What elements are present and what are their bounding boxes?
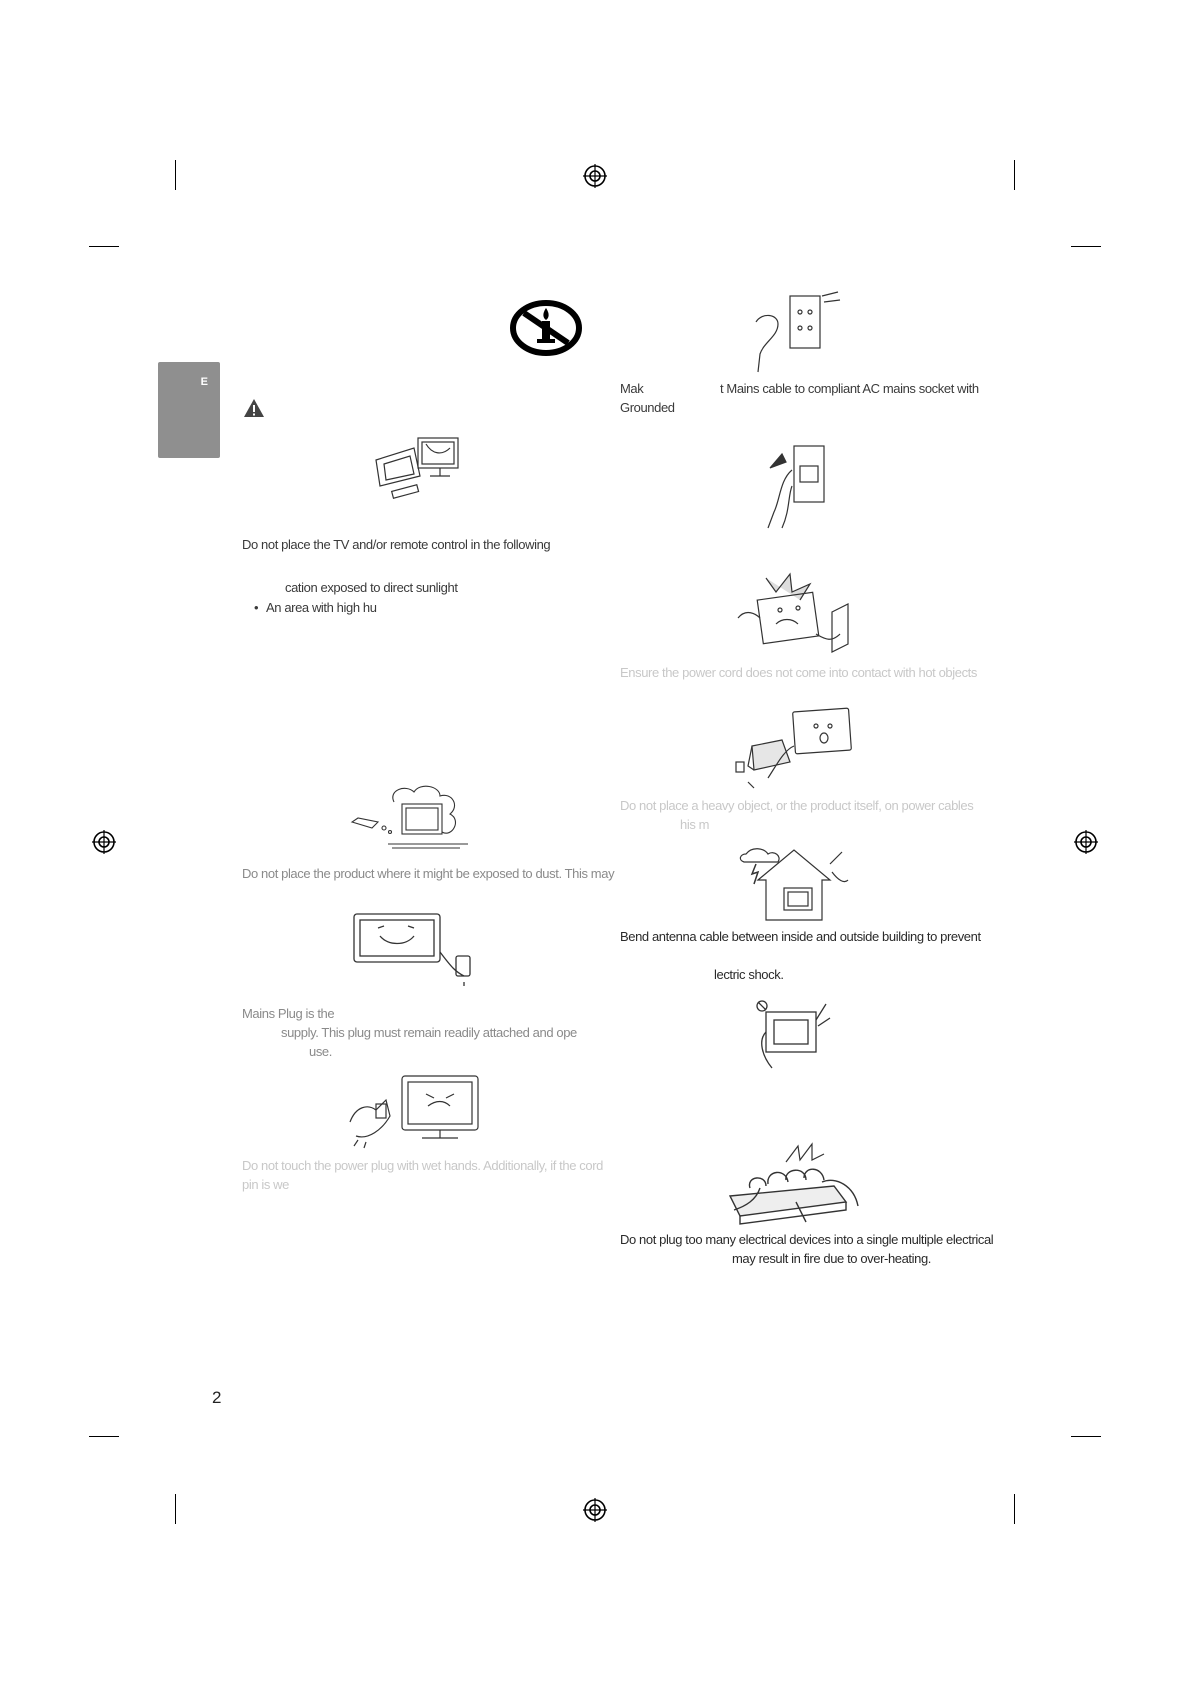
antenna-house-illustration [738,844,850,924]
mains-plug-text-line3: use. [309,1044,332,1059]
multiple-outlet-text-line2: may result in fire due to over-heating. [732,1251,932,1266]
grounded-socket-text-a: Mak [620,381,644,396]
crop-mark-bottom-right-horizontal [1071,1436,1101,1437]
crop-mark-top-right-vertical [1014,160,1015,190]
tv-remote-sunlight-illustration [370,436,470,508]
mains-plug-tv-illustration [352,912,482,986]
dust-tv-illustration [348,782,480,854]
language-tab-label: E [200,376,208,388]
mains-plug-text-line2: supply. This plug must remain readily attached and ope [281,1025,577,1040]
heavy-object-text-line2: his m [680,817,710,832]
multiple-outlet-text-line1: Do not plug too many electrical devices into a single multiple electrical [620,1232,994,1247]
wet-hands-text-line1: Do not touch the power plug with wet hands. Additionally, if the cord [242,1158,603,1173]
hand-unplug-illustration [762,440,830,530]
hot-object-cord-illustration [736,572,856,662]
bullet-high-humidity: An area with high hu [266,600,377,615]
heavy-object-cable-illustration [732,706,858,790]
registration-mark-icon [92,830,116,854]
grounded-socket-text-line2: Grounded [620,400,675,415]
bullet-mark: • [254,600,259,615]
mains-plug-text-line1: Mains Plug is the [242,1006,335,1021]
heavy-object-text-line1: Do not place a heavy object, or the product itself, on power cables [620,798,974,813]
electric-shock-illustration [756,996,832,1070]
no-open-flame-icon [509,299,583,357]
grounded-socket-text-b: t Mains cable to compliant AC mains socket with [720,381,979,396]
wet-hands-text-line2: pin is we [242,1177,289,1192]
antenna-cable-text-line1: Bend antenna cable between inside and outside building to prevent [620,929,981,944]
bullet-direct-sunlight: cation exposed to direct sunlight [285,580,458,595]
registration-mark-icon [583,164,607,188]
crop-mark-bottom-left-vertical [175,1494,176,1524]
wet-hands-plug-illustration [346,1070,488,1148]
antenna-cable-text-line2: lectric shock. [714,967,784,982]
crop-mark-top-left-horizontal [89,246,119,247]
grounded-socket-illustration [748,292,842,374]
registration-mark-icon [1074,830,1098,854]
dust-warning-text: Do not place the product where it might be exposed to dust. This may [242,866,615,881]
language-tab [158,362,220,458]
crop-mark-bottom-right-vertical [1014,1494,1015,1524]
overloaded-outlet-illustration [726,1140,866,1226]
crop-mark-top-right-horizontal [1071,246,1101,247]
crop-mark-bottom-left-horizontal [89,1436,119,1437]
page-number: 2 [212,1388,222,1407]
hot-objects-text: Ensure the power cord does not come into contact with hot objects [620,665,977,680]
crop-mark-top-left-vertical [175,160,176,190]
registration-mark-icon [583,1498,607,1522]
placement-warning-text: Do not place the TV and/or remote control in the following [242,537,551,552]
warning-triangle-icon [243,398,265,418]
